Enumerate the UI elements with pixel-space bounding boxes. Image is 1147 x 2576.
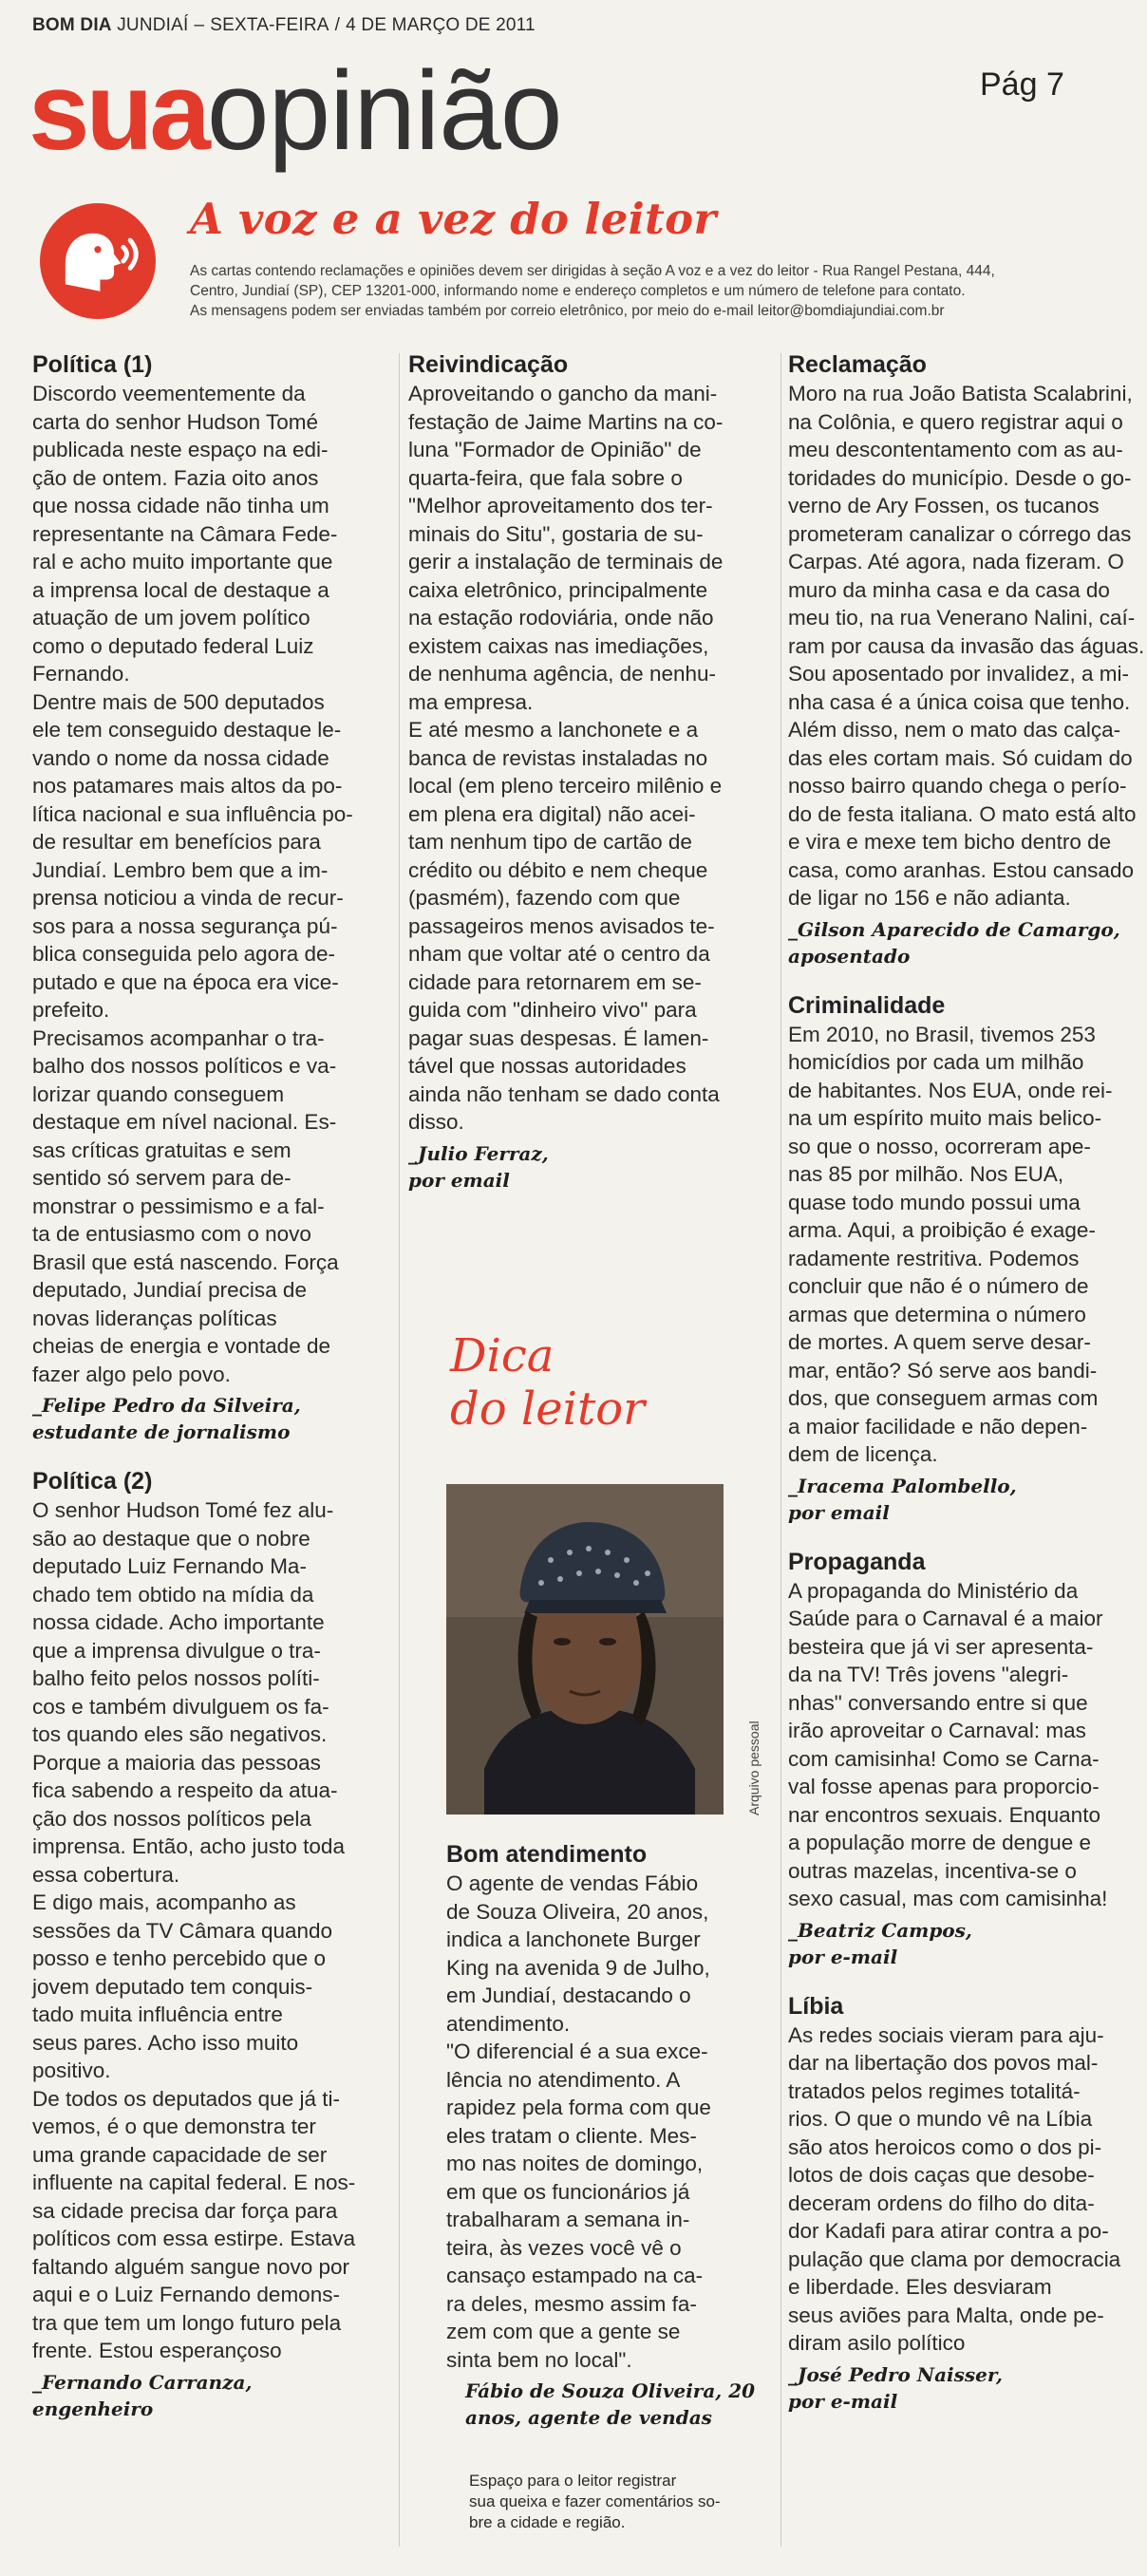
body-line: vando o nome da nossa cidade xyxy=(32,745,329,770)
body-line: lorizar quando conseguem xyxy=(32,1081,285,1106)
signature-name: _Fernando Carranza, xyxy=(32,2370,253,2394)
body-line: eles tratam o cliente. Mes- xyxy=(446,2123,697,2148)
body-line: King na avenida 9 de Julho, xyxy=(446,1955,710,1980)
body-line: prefeito. xyxy=(32,998,110,1022)
body-line: de resultar em benefícios para xyxy=(32,830,321,854)
body-line: sinta bem no local". xyxy=(446,2347,632,2372)
signature-name: Fábio de Souza Oliveira, 20 xyxy=(465,2379,756,2402)
column-divider xyxy=(399,353,400,2547)
body-line: muro da minha casa e da casa do xyxy=(788,577,1110,602)
signature-role: por e-mail xyxy=(788,1945,898,1968)
body-line: posso e tenho percebido que o xyxy=(32,1946,326,1970)
body-line: tra que tem um longo futuro pela xyxy=(32,2310,342,2335)
body-line: meu descontentamento com as au- xyxy=(788,438,1123,461)
body-line: dar na libertação dos povos mal- xyxy=(788,2051,1099,2075)
letter-heading: Reclamação xyxy=(788,351,927,378)
masthead-weekday: SEXTA-FEIRA xyxy=(210,15,329,35)
body-line: (pasmém), fazendo com que xyxy=(408,886,681,910)
dica-title-line-2: do leitor xyxy=(450,1382,646,1436)
body-line: "Melhor aproveitamento dos ter- xyxy=(408,494,713,517)
reader-portrait-illustration xyxy=(446,1484,724,1814)
body-line: E digo mais, acompanho as xyxy=(32,1890,296,1914)
body-line: nha casa é a única coisa que tenho. xyxy=(788,689,1131,714)
body-line: publicada neste espaço na edi- xyxy=(32,438,329,461)
body-line: quase todo mundo possui uma xyxy=(788,1190,1081,1214)
body-line: ção dos nossos políticos pela xyxy=(32,1806,311,1831)
body-line: destaque em nível nacional. Es- xyxy=(32,1110,337,1134)
body-line: Fernando. xyxy=(32,662,130,686)
dica-note xyxy=(469,2471,801,2533)
body-line: sos para a nossa segurança pú- xyxy=(32,913,338,938)
body-line: arma. Aqui, a proibição é exage- xyxy=(788,1218,1096,1242)
reader-photo xyxy=(446,1484,724,1814)
body-line: outras mazelas, incentiva-se o xyxy=(788,1858,1077,1883)
letter-body xyxy=(32,1496,391,2365)
body-line: homicídios por cada um milhão xyxy=(788,1050,1084,1074)
body-line: de Souza Oliveira, 20 anos, xyxy=(446,1899,709,1924)
letter-signature xyxy=(788,1473,1130,1526)
body-line: jovem deputado tem conquis- xyxy=(32,1974,313,1999)
body-line: sentido só servem para de- xyxy=(32,1166,291,1190)
body-line: pulação que clama por democracia xyxy=(788,2247,1121,2271)
body-line: carta do senhor Hudson Tomé xyxy=(32,409,319,434)
signature-name: _José Pedro Naisser, xyxy=(788,2362,1003,2386)
body-line: uma grande capacidade de ser xyxy=(32,2142,328,2167)
body-line: "O diferencial é a sua exce- xyxy=(446,2040,708,2063)
body-line: indica a lanchonete Burger xyxy=(446,1927,701,1951)
body-line: de habitantes. Nos EUA, onde rei- xyxy=(788,1078,1113,1102)
body-line: rapidez pela forma com que xyxy=(446,2096,711,2119)
letter-body xyxy=(408,380,788,1137)
body-line: Sou aposentado por invalidez, a mi- xyxy=(788,662,1129,686)
dica-heading: Bom atendimento xyxy=(446,1841,648,1868)
body-line: existem caixas nas imediações, xyxy=(408,633,709,658)
body-line: lítica nacional e sua influência po- xyxy=(32,801,353,826)
body-line: pagar suas despesas. É lamen- xyxy=(408,1025,709,1050)
body-line: mo nas noites de domingo, xyxy=(446,2152,704,2175)
body-line: a imprensa local de destaque a xyxy=(32,577,329,602)
column-1 xyxy=(32,349,391,2422)
body-line: dor Kadafi para atirar contra a po- xyxy=(788,2219,1109,2243)
letter-signature xyxy=(788,916,1130,969)
body-line: sas críticas gratuitas e sem xyxy=(32,1138,291,1162)
body-line: ma empresa. xyxy=(408,689,534,714)
body-line: concluir que não é o número de xyxy=(788,1274,1089,1298)
body-line: da na TV! Três jovens "alegri- xyxy=(788,1663,1069,1686)
body-line: cos e também divulguem os fa- xyxy=(32,1694,329,1719)
body-line: crédito ou débito e nem cheque xyxy=(408,857,708,882)
body-line: O senhor Hudson Tomé fez alu- xyxy=(32,1498,334,1522)
signature-role: anos, agente de vendas xyxy=(465,2406,712,2429)
letter-body xyxy=(32,380,391,1388)
body-line: atendimento. xyxy=(446,2011,571,2036)
section-slogan: A voz e a vez do leitor xyxy=(190,194,717,244)
body-line: toridades do município. Desde o go- xyxy=(788,465,1132,490)
body-line: do de festa italiana. O mato está alto xyxy=(788,801,1137,826)
body-line: nhas" conversando entre si que xyxy=(788,1690,1088,1715)
dica-body xyxy=(446,1870,788,2374)
body-line: zem com que a gente se xyxy=(446,2320,681,2343)
body-line: casa, como aranhas. Estou cansado xyxy=(788,857,1134,882)
body-line: fica sabendo a respeito da atua- xyxy=(32,1778,338,1802)
body-line: Porque a maioria das pessoas xyxy=(32,1750,321,1775)
signature-name: _Julio Ferraz, xyxy=(408,1141,549,1165)
letter-reclamacao xyxy=(788,349,1145,969)
body-line: ele tem conseguido destaque le- xyxy=(32,718,342,742)
body-line: Discordo veementemente da xyxy=(32,382,306,405)
body-line: deputado, Jundiaí precisa de xyxy=(32,1278,307,1302)
body-line: radamente restritiva. Podemos xyxy=(788,1246,1080,1270)
letter-politica-1 xyxy=(32,349,391,1445)
body-line: Precisamos acompanhar o tra- xyxy=(32,1025,325,1050)
body-line: com camisinha! Como se Carna- xyxy=(788,1746,1100,1771)
dica-title-line-1: Dica xyxy=(450,1329,555,1382)
body-line: Além disso, nem o mato das calça- xyxy=(788,718,1121,742)
body-line: ram por causa da invasão das águas. xyxy=(788,633,1145,658)
body-line: sessões da TV Câmara quando xyxy=(32,1918,333,1943)
body-line: chado tem obtido na mídia da xyxy=(32,1582,314,1607)
body-line: Carpas. Até agora, nada fizeram. O xyxy=(788,550,1124,573)
body-line: nossa cidade. Acho importante xyxy=(32,1610,325,1634)
body-line: dos, que conseguem armas com xyxy=(788,1386,1099,1410)
body-line: deceram ordens do filho do dita- xyxy=(788,2191,1095,2215)
body-line: meu tio, na rua Venerano Nalini, caí- xyxy=(788,606,1136,630)
letter-signature xyxy=(32,2369,391,2422)
body-line: em Jundiaí, destacando o xyxy=(446,1984,691,2007)
body-line: ção de ontem. Fazia oito anos xyxy=(32,465,319,490)
body-line: passageiros menos avisados te- xyxy=(408,913,715,938)
body-line: E até mesmo a lanchonete e a xyxy=(408,718,699,742)
body-line: A propaganda do Ministério da xyxy=(788,1578,1079,1603)
body-line: ral e acho muito importante que xyxy=(32,550,333,573)
signature-name: _Gilson Aparecido de Camargo, xyxy=(788,917,1120,941)
letter-body xyxy=(788,2021,1130,2358)
body-line: lotos de dois caças que desobe- xyxy=(788,2163,1095,2187)
body-line: Em 2010, no Brasil, tivemos 253 xyxy=(788,1022,1096,1046)
letter-reivindicacao xyxy=(408,349,788,1194)
body-line: na estação rodoviária, onde não xyxy=(408,606,714,630)
signature-name: _Iracema Palombello, xyxy=(788,1474,1017,1497)
column-2 xyxy=(408,349,788,1194)
body-line: putado e que na época era vice- xyxy=(32,969,339,994)
body-line: ta de entusiasmo com o novo xyxy=(32,1222,311,1246)
body-line: banca de revistas instaladas no xyxy=(408,745,708,770)
masthead: BOM DIA JUNDIAÍ – SEXTA-FEIRA / 4 DE MARÇO DE 2011 xyxy=(32,15,536,35)
body-line: ra deles, mesmo assim fa- xyxy=(446,2291,697,2316)
letter-heading: Líbia xyxy=(788,1992,844,2020)
body-line: O agente de vendas Fábio xyxy=(446,1871,699,1895)
section-title-opiniao: opinião xyxy=(206,48,562,174)
masthead-city: JUNDIAÍ xyxy=(117,15,189,35)
body-line: em que os funcionários já xyxy=(446,2179,690,2204)
letter-signature xyxy=(788,2361,1130,2415)
body-line: políticos com essa estirpe. Estava xyxy=(32,2227,356,2250)
body-line: na Colônia, e quero registrar aqui o xyxy=(788,409,1123,434)
body-line: das eles cortam mais. Só cuidam do xyxy=(788,745,1133,770)
body-line: e vira e mexe tem bicho dentro de xyxy=(788,830,1112,854)
notice-line: As cartas contendo reclamações e opiniões devem ser dirigidas à seção A voz e a vez do leitor - Rua Rangel Pestana, 444, xyxy=(190,263,995,279)
body-line: armas que determina o número xyxy=(788,1302,1086,1326)
body-line: caixa eletrônico, principalmente xyxy=(408,577,708,602)
body-line: são atos heroicos como o dos pi- xyxy=(788,2134,1102,2159)
body-line: em plena era digital) não acei- xyxy=(408,801,696,826)
body-line: sexo casual, mas com camisinha! xyxy=(788,1887,1108,1910)
letter-libia xyxy=(788,1991,1130,2415)
body-line: minais do Situ", gostaria de su- xyxy=(408,521,704,546)
body-line: verno de Ary Fossen, os tucanos xyxy=(788,494,1100,517)
body-line: local (em pleno terceiro milênio e xyxy=(408,774,723,798)
body-line: nas 85 por milhão. Nos EUA, xyxy=(788,1162,1064,1186)
body-line: cidade para retornarem em se- xyxy=(408,969,702,994)
body-line: gerir a instalação de terminais de xyxy=(408,550,724,573)
body-line: tos quando eles são negativos. xyxy=(32,1722,328,1746)
letter-politica-2 xyxy=(32,1466,391,2422)
column-3 xyxy=(788,349,1145,2415)
body-line: nos patamares mais altos da po- xyxy=(32,774,343,798)
photo-credit: Arquivo pessoal xyxy=(746,1720,762,1815)
body-line: tam nenhum tipo de cartão de xyxy=(408,830,692,854)
body-line: seus pares. Acho isso muito xyxy=(32,2030,299,2055)
body-line: lência no atendimento. A xyxy=(446,2067,681,2092)
dica-title xyxy=(450,1329,645,1436)
body-line: que a imprensa divulgue o tra- xyxy=(32,1638,321,1663)
letter-signature xyxy=(32,1392,391,1445)
dica-note-line: bre a cidade e região. xyxy=(469,2513,626,2531)
body-line: irão aproveitar o Carnaval: mas xyxy=(788,1719,1086,1742)
masthead-date: 4 DE MARÇO DE 2011 xyxy=(346,15,536,35)
body-line: Aproveitando o gancho da mani- xyxy=(408,382,718,405)
letter-signature xyxy=(788,1917,1130,1970)
body-line: so que o nosso, ocorreram ape- xyxy=(788,1134,1091,1158)
body-line: val fosse apenas para proporcio- xyxy=(788,1775,1100,1798)
signature-name: _Felipe Pedro da Silveira, xyxy=(32,1394,301,1417)
body-line: cansaço estampado na ca- xyxy=(446,2264,704,2287)
speaking-head-icon xyxy=(40,203,156,319)
body-line: dem de licença. xyxy=(788,1442,938,1466)
body-line: Brasil que está nascendo. Força xyxy=(32,1250,339,1274)
body-line: De todos os deputados que já ti- xyxy=(32,2086,340,2111)
letter-heading: Propaganda xyxy=(788,1548,926,1575)
body-line: balho dos nossos políticos e va- xyxy=(32,1054,337,1078)
body-line: monstrar o pessimismo e a fal- xyxy=(32,1194,325,1218)
signature-role: engenheiro xyxy=(32,2397,154,2420)
section-title-sua: sua xyxy=(28,49,207,173)
body-line: que nossa cidade não tinha um xyxy=(32,494,329,517)
body-line: nar encontros sexuais. Enquanto xyxy=(788,1802,1100,1827)
signature-role: por email xyxy=(788,1500,890,1524)
column-divider xyxy=(780,353,781,2547)
body-line: aqui e o Luiz Fernando demons- xyxy=(32,2283,340,2306)
body-line: besteira que já vi ser apresenta- xyxy=(788,1634,1094,1659)
body-line: Jundiaí. Lembro bem que a im- xyxy=(32,857,329,882)
letter-heading: Criminalidade xyxy=(788,991,946,1019)
letter-heading: Reivindicação xyxy=(408,351,569,378)
section-title xyxy=(28,48,562,174)
letter-body xyxy=(788,380,1145,912)
body-line: influente na capital federal. E nos- xyxy=(32,2171,356,2194)
body-line: seus aviões para Malta, onde pe- xyxy=(788,2303,1104,2327)
body-line: e liberdade. Eles desviaram xyxy=(788,2275,1052,2299)
body-line: rios. O que o mundo vê na Líbia xyxy=(788,2107,1093,2131)
body-line: a maior facilidade e não depen- xyxy=(788,1414,1088,1438)
body-line: quarta-feira, que fala sobre o xyxy=(408,465,683,490)
body-line: mar, então? Só serve aos bandi- xyxy=(788,1358,1098,1382)
body-line: de nenhuma agência, de nenhu- xyxy=(408,662,717,686)
body-line: como o deputado federal Luiz xyxy=(32,633,314,658)
page-number: Pág 7 xyxy=(980,66,1064,103)
body-line: ainda não tenham se dado conta xyxy=(408,1081,720,1106)
masthead-brand: BOM DIA xyxy=(32,15,112,35)
body-line: a população morre de dengue e xyxy=(788,1831,1091,1854)
body-line: tratados pelos regimes totalitá- xyxy=(788,2078,1081,2103)
dica-note-line: sua queixa e fazer comentários so- xyxy=(469,2492,721,2510)
notice-line: As mensagens podem ser enviadas também por correio eletrônico, por meio do e-mail leitor@bomdiajundiai.com.br xyxy=(190,303,945,319)
body-line: novas lideranças políticas xyxy=(32,1306,277,1330)
body-line: trabalharam a semana in- xyxy=(446,2208,690,2231)
signature-name: _Beatriz Campos, xyxy=(788,1918,972,1942)
notice-line: Centro, Jundiaí (SP), CEP 13201-000, informando nome e endereço completos e um número de telefone para contato. xyxy=(190,283,966,299)
dica-content xyxy=(446,1839,788,2431)
signature-role: por e-mail xyxy=(788,2389,898,2413)
signature-role: estudante de jornalismo xyxy=(32,1420,291,1443)
body-line: de ligar no 156 e não adianta. xyxy=(788,886,1071,910)
body-line: prometeram canalizar o córrego das xyxy=(788,521,1132,546)
body-line: teira, às vezes você vê o xyxy=(446,2235,682,2260)
body-line: guida com "dinheiro vivo" para xyxy=(408,998,697,1022)
body-line: faltando alguém sangue novo por xyxy=(32,2254,349,2279)
body-line: deputado Luiz Fernando Ma- xyxy=(32,1554,307,1578)
letter-heading: Política (1) xyxy=(32,351,153,378)
letter-body xyxy=(788,1021,1130,1469)
body-line: frente. Estou esperançoso xyxy=(32,2339,282,2362)
body-line: essa cobertura. xyxy=(32,1862,180,1887)
letter-propaganda xyxy=(788,1547,1130,1970)
body-line: representante na Câmara Fede- xyxy=(32,521,338,546)
body-line: atuação de um jovem político xyxy=(32,606,310,630)
body-line: prensa noticiou a vinda de recur- xyxy=(32,886,344,910)
body-line: sa cidade precisa dar força para xyxy=(32,2198,338,2223)
letter-criminalidade xyxy=(788,990,1130,1526)
submission-notice xyxy=(190,261,1073,321)
body-line: na um espírito muito mais belico- xyxy=(788,1106,1102,1130)
letter-body xyxy=(788,1577,1130,1913)
body-line: de mortes. A quem serve desar- xyxy=(788,1330,1091,1354)
body-line: festação de Jaime Martins na co- xyxy=(408,409,724,434)
body-line: Moro na rua João Batista Scalabrini, xyxy=(788,382,1133,405)
body-line: imprensa. Então, acho justo toda xyxy=(32,1834,345,1858)
body-line: diram asilo político xyxy=(788,2331,966,2355)
body-line: Dentre mais de 500 deputados xyxy=(32,689,325,714)
dica-signature xyxy=(446,2378,788,2431)
body-line: são ao destaque que o nobre xyxy=(32,1526,310,1551)
body-line: Saúde para o Carnaval é a maior xyxy=(788,1607,1103,1630)
body-line: vemos, é o que demonstra ter xyxy=(32,2115,316,2138)
body-line: nham que voltar até o centro da xyxy=(408,942,710,966)
body-line: luna "Formador de Opinião" de xyxy=(408,438,702,461)
body-line: disso. xyxy=(408,1110,464,1134)
body-line: nosso bairro quando chega o perío- xyxy=(788,774,1127,798)
letter-signature xyxy=(408,1140,788,1194)
letter-heading: Política (2) xyxy=(32,1468,153,1495)
body-line: fazer algo pelo povo. xyxy=(32,1362,231,1386)
body-line: positivo. xyxy=(32,2059,111,2082)
body-line: tável que nossas autoridades xyxy=(408,1054,686,1078)
body-line: balho feito pelos nossos políti- xyxy=(32,1666,320,1690)
body-line: cheias de energia e vontade de xyxy=(32,1334,330,1358)
body-line: tado muita influência entre xyxy=(32,2003,283,2026)
body-line: blica conseguida pelo agora de- xyxy=(32,942,335,966)
dica-note-line: Espaço para o leitor registrar xyxy=(469,2472,677,2490)
body-line: As redes sociais vieram para aju- xyxy=(788,2022,1104,2047)
signature-role: por email xyxy=(408,1168,510,1192)
signature-role: aposentado xyxy=(788,944,911,968)
